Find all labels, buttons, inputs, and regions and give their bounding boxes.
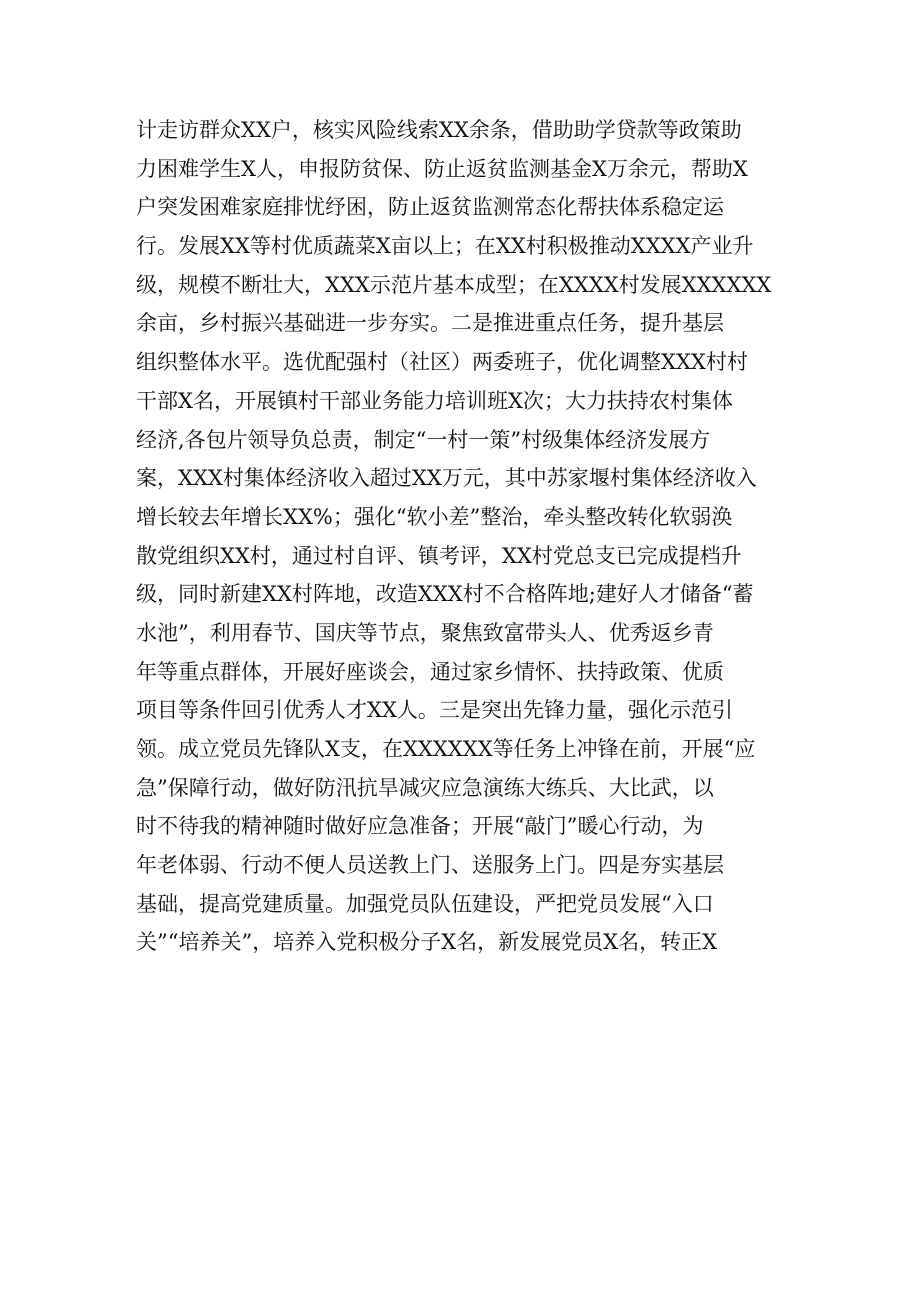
text-line: 干部X名，开展镇村干部业务能力培训班X次；大力扶持农村集体 [136, 388, 733, 413]
text-line: 散党组织XX村，通过村自评、镇考评，XX村党总支已完成提档升 [136, 543, 742, 568]
text-line: 余亩，乡村振兴基础进一步夯实。二是推进重点任务，提升基层 [136, 311, 724, 336]
text-line: 急”保障行动，做好防汛抗旱减灾应急演练大练兵、大比武，以 [136, 775, 714, 800]
text-line: 时不待我的精神随时做好应急准备；开展“敲门”暖心行动，为 [136, 814, 704, 839]
text-line: 组织整体水平。选优配强村（社区）两委班子，优化调整XXX村村 [136, 350, 748, 375]
text-line: 力困难学生X人，申报防贫保、防止返贫监测基金X万余元，帮助X [136, 156, 748, 181]
body-paragraph [136, 111, 796, 962]
text-line: 水池”，利用春节、国庆等节点，聚焦致富带头人、优秀返乡青 [136, 620, 714, 645]
text-line: 基础，提高党建质量。加强党员队伍建设，严把党员发展“入口 [136, 891, 714, 916]
text-line: 关”“培养关”，培养入党积极分子X名，新发展党员X名，转正X [136, 930, 718, 955]
text-line: 经济,各包片领导负总责，制定“一村一策”村级集体经济发展方 [136, 427, 711, 452]
text-line: 项目等条件回引优秀人才XX人。三是突出先锋力量，强化示范引 [136, 698, 733, 723]
text-line: 年等重点群体，开展好座谈会，通过家乡情怀、扶持政策、优质 [136, 659, 724, 684]
text-line: 级，同时新建XX村阵地，改造XXX村不合格阵地;建好人才储备“蓄 [136, 582, 754, 607]
text-line: 案，XXX村集体经济收入超过XX万元，其中苏家堰村集体经济收入 [136, 466, 757, 491]
text-line: 级，规模不断壮大，XXX示范片基本成型；在XXXX村发展XXXXXX [136, 272, 772, 297]
text-line: 增长较去年增长XX%；强化“软小差”整治，牵头整改转化软弱涣 [136, 504, 733, 529]
text-line: 计走访群众XX户，核实风险线索XX余条，借助助学贷款等政策助 [136, 118, 742, 142]
text-line: 领。成立党员先锋队X支，在XXXXXX等任务上冲锋在前，开展“应 [136, 737, 756, 761]
text-line: 户突发困难家庭排忧纾困，防止返贫监测常态化帮扶体系稳定运 [136, 195, 724, 220]
text-line: 年老体弱、行动不便人员送教上门、送服务上门。四是夯实基层 [136, 853, 724, 878]
text-line: 行。发展XX等村优质蔬菜X亩以上；在XX村积极推动XXXX产业升 [136, 234, 754, 259]
